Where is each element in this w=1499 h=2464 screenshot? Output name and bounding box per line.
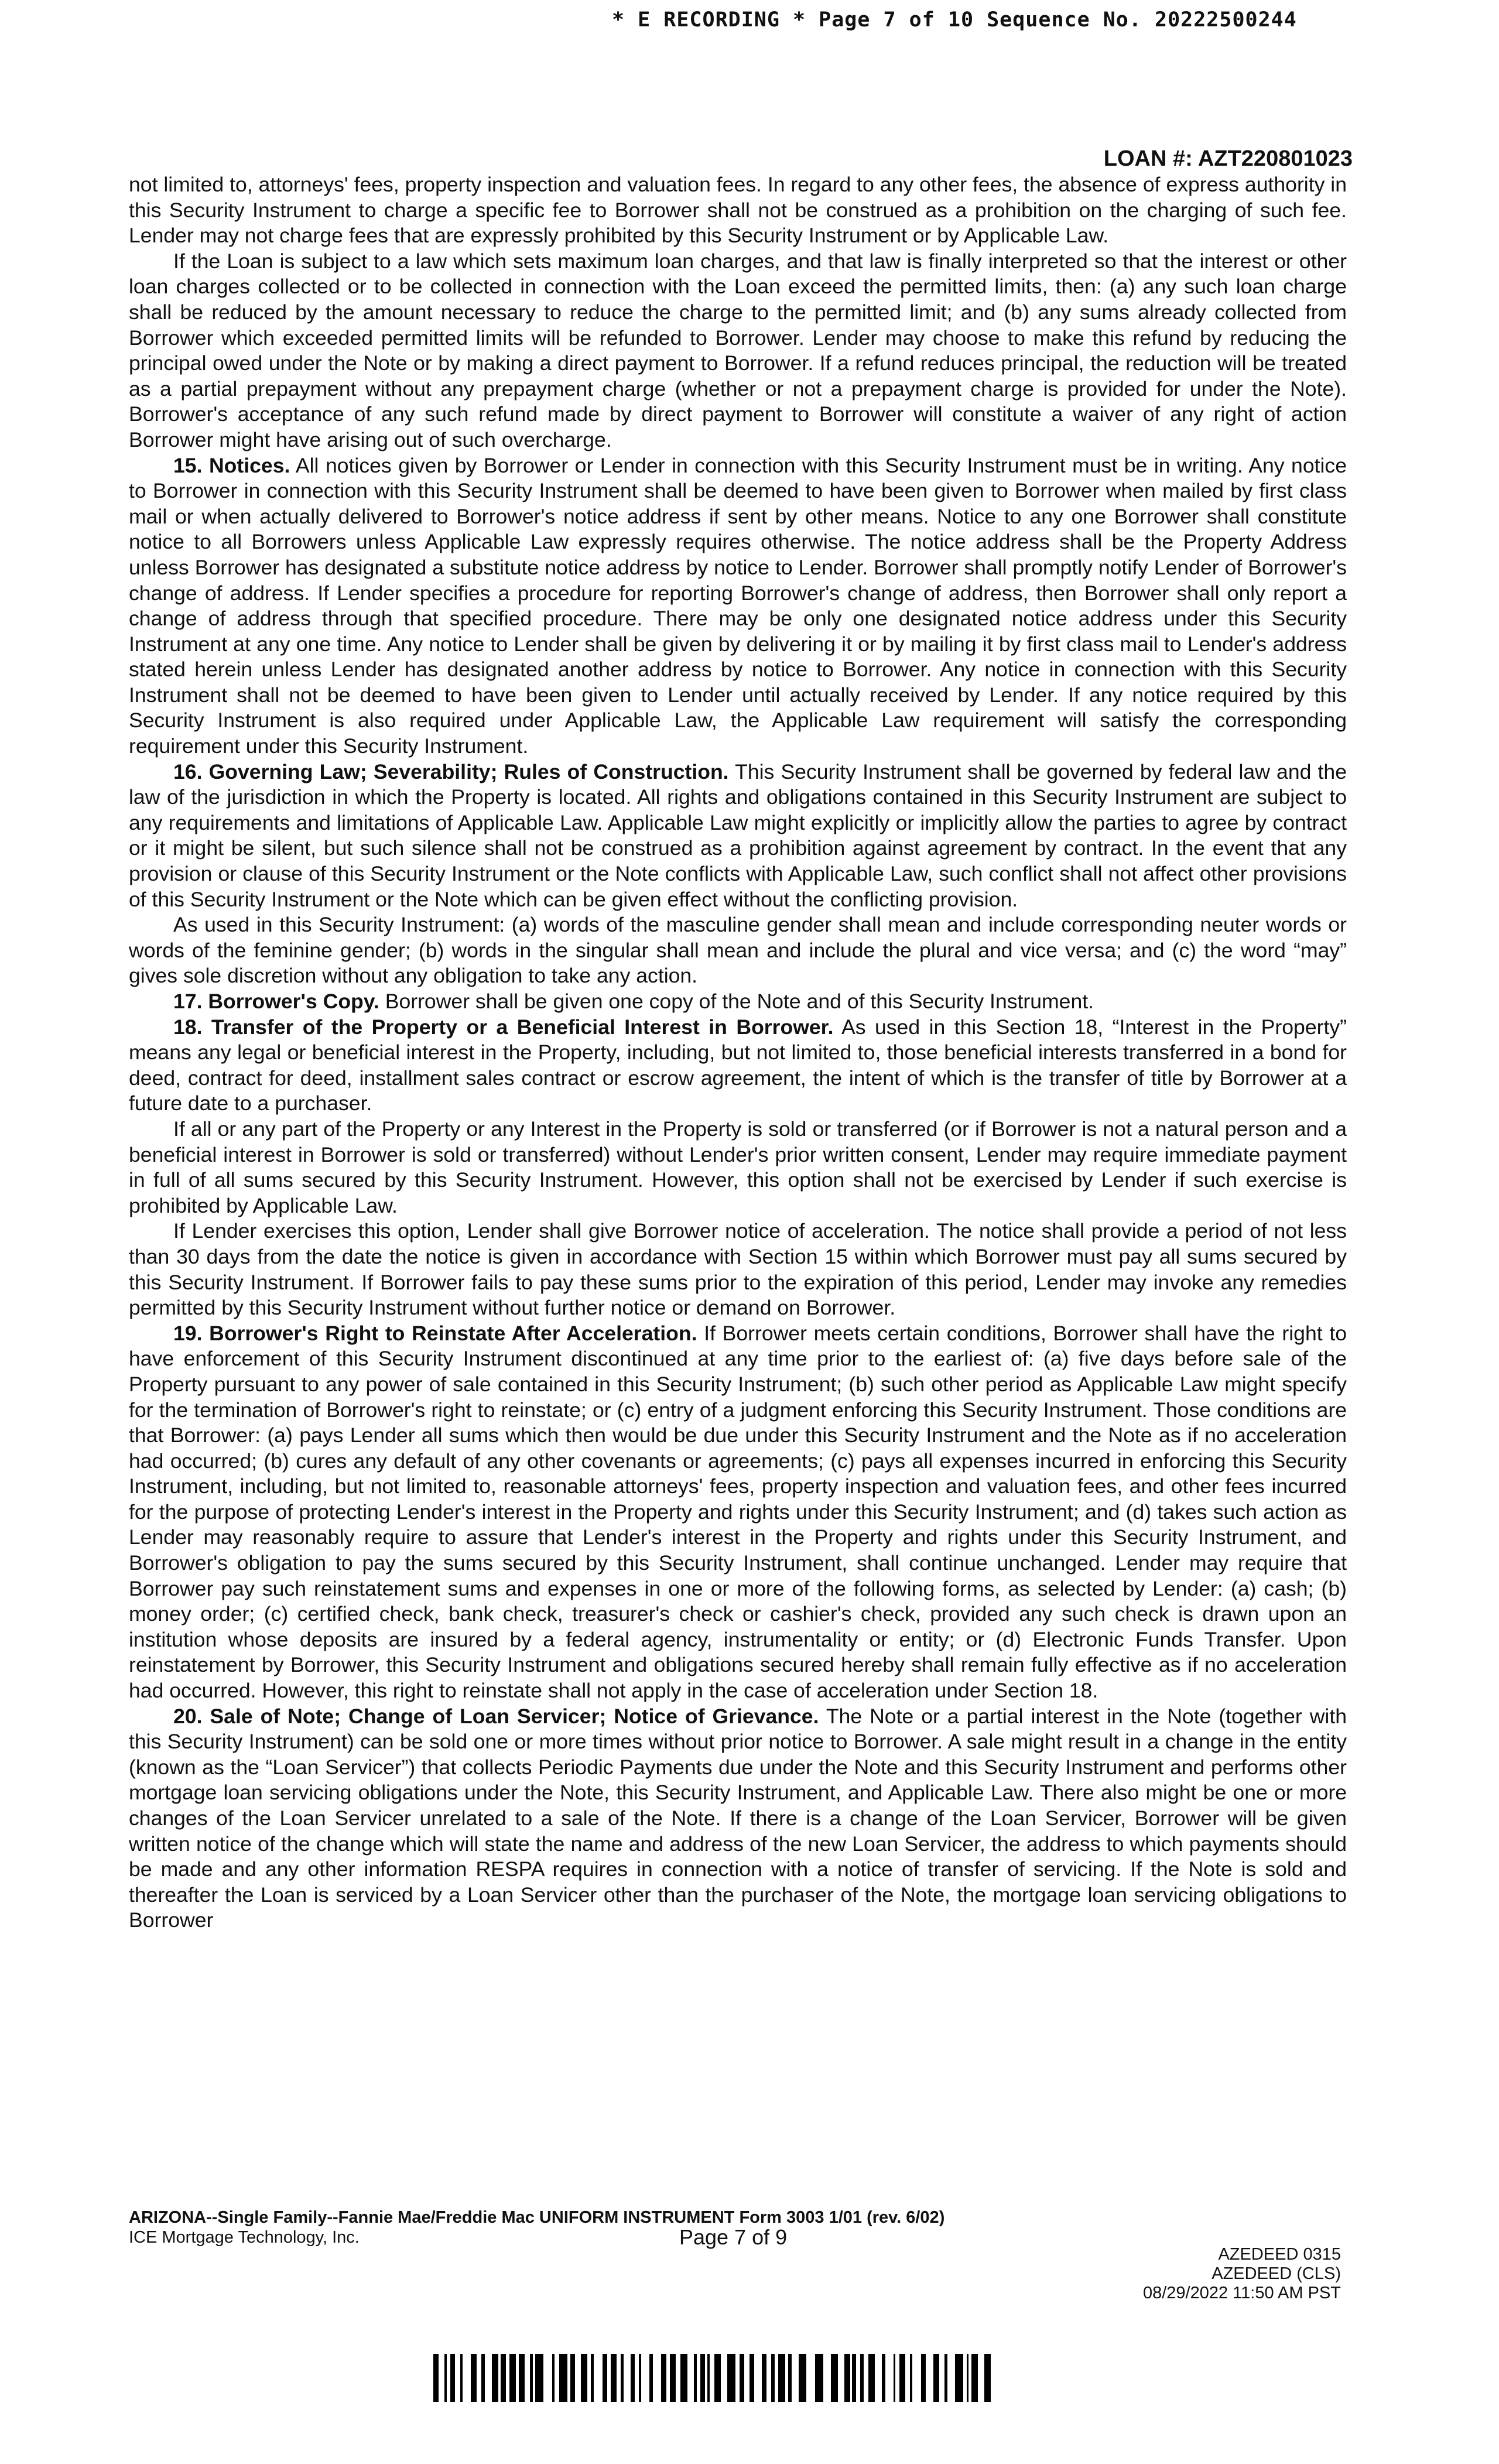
barcode-space	[687, 2354, 694, 2402]
barcode-space	[885, 2354, 894, 2402]
barcode-space	[856, 2354, 860, 2402]
barcode-bar	[611, 2354, 617, 2402]
barcode-space	[653, 2354, 661, 2402]
barcode-bar	[670, 2354, 676, 2402]
barcode-bar	[778, 2354, 785, 2402]
barcode-space	[806, 2354, 815, 2402]
barcode-bar	[471, 2354, 477, 2402]
barcode-space	[463, 2354, 471, 2402]
section-heading: 16. Governing Law; Severability; Rules of Construction.	[173, 759, 729, 783]
barcode-bar	[921, 2354, 926, 2402]
paragraph-text: If Borrower meets certain conditions, Borrower shall have the right to have enforcement of this Security Instrument discontinued at any time prior to the earliest of: (a) five days before sale of the Property pursuant to any power of sale contained in this Security Instrument; (b) such other period as Applicable Law might specify for the termination of Borrower's right to reinstate; or (c) entry of a judgment enforcing this Security Instrument. Those conditions are that Borrower: (a) pays Lender all sums which then would be due under this Security Instrument and the Note as if no acceleration had occurred; (b) cures any default of any other covenants or agreements; (c) pays all expenses incurred in enforcing this Security Instrument, including, but not limited to, reasonable attorneys' fees, property inspection and valuation fees, and other fees incurred for the purpose of protecting Lender's interest in the Property and rights under this Security Instrument; and (d) takes such action as Lender may reasonably require to assure that Lender's interest in the Property and rights under this Security Instrument, and Borrower's obligation to pay the sums secured by this Security Instrument, shall continue unchanged. Lender may require that Borrower pay such reinstatement sums and expenses in one or more of the following forms, as selected by Lender: (a) cash; (b) money order; (c) certified check, bank check, treasurer's check or cashier's check, provided any such check is drawn upon an institution whose deposits are insured by a federal agency, instrumentality or entity; or (d) Electronic Funds Transfer. Upon reinstatement by Borrower, this Security Instrument and obligations secured hereby shall remain fully effective as if no acceleration had occurred. However, this right to reinstate shall not apply in the case of acceleration under Section 18.	[129, 1321, 1347, 1703]
paragraph-text: As used in this Security Instrument: (a) words of the masculine gender shall mean and include corresponding neuter words or words of the feminine gender; (b) words in the singular shall mean and include the plural and vice versa; and (c) the word “may” gives sole discretion without any obligation to take any action.	[129, 913, 1347, 988]
barcode-space	[766, 2354, 771, 2402]
section-heading: 15. Notices.	[173, 453, 290, 477]
barcode-bar	[661, 2354, 666, 2402]
barcode-bar	[680, 2354, 687, 2402]
barcode-space	[555, 2354, 559, 2402]
barcode-bar	[714, 2354, 721, 2402]
paragraph-text: not limited to, attorneys' fees, property inspection and valuation fees. In regard to any other fees, the absence of express authority in this Security Instrument to charge a specific fee to Borrower shall not be construed as a prohibition on the charging of such fee. Lender may not charge fees that are expressly prohibited by this Security Instrument or by Applicable Law.	[129, 173, 1347, 248]
barcode-space	[754, 2354, 762, 2402]
paragraph	[129, 1219, 1347, 1320]
paragraph	[129, 249, 1347, 453]
section-16	[129, 759, 1347, 913]
barcode-bar	[700, 2354, 705, 2402]
section-heading: 17. Borrower's Copy.	[173, 990, 379, 1013]
barcode-bar	[831, 2354, 838, 2402]
barcode-space	[926, 2354, 933, 2402]
barcode-space	[710, 2354, 714, 2402]
barcode-space	[823, 2354, 831, 2402]
barcode-bar	[971, 2354, 978, 2402]
barcode-space	[477, 2354, 481, 2402]
paragraph	[129, 172, 1347, 249]
barcode-space	[594, 2354, 603, 2402]
barcode-bar	[519, 2354, 525, 2402]
paragraph	[129, 912, 1347, 989]
barcode-bar	[727, 2354, 735, 2402]
paragraph-text: If Lender exercises this option, Lender shall give Borrower notice of acceleration. The notice shall provide a period of not less than 30 days from the date the notice is given in accordance with Section 15 within which Borrower must pay all sums secured by this Security Instrument. If Borrower fails to pay these sums prior to the expiration of this period, Lender may invoke any remedies permitted by this Security Instrument without further notice or demand on Borrower.	[129, 1219, 1347, 1320]
paragraph-text: As used in this Section 18, “Interest in the Property” means any legal or beneficial interest in the Property, including, but not limited to, those beneficial interests transferred in a bond for deed, contract for deed, installment sales contract or escrow agreement, the intent of which is the transfer of title by Borrower at a future date to a purchaser.	[129, 1015, 1347, 1115]
barcode-space	[838, 2354, 844, 2402]
barcode-bar	[509, 2354, 516, 2402]
barcode-space	[744, 2354, 750, 2402]
paragraph	[129, 1117, 1347, 1219]
barcode-space	[991, 2354, 995, 2402]
barcode-bar	[535, 2354, 543, 2402]
barcode-bar	[631, 2354, 635, 2402]
barcode-bar	[450, 2354, 455, 2402]
recording-header: * E RECORDING * Page 7 of 10 Sequence No. 20222500244	[612, 8, 1297, 32]
paragraph-text: This Security Instrument shall be governed by federal law and the law of the jurisdiction in which the Property is located. All rights and obligations contained in this Security Instrument are subject to any requirements and limitations of Applicable Law. Applicable Law might explicitly or implicitly allow the parties to agree by contract or it might be silent, but such silence shall not be construed as a prohibition against agreement by contract. In the event that any provision or clause of this Security Instrument or the Note conflicts with Applicable Law, such conflict shall not affect other provisions of this Security Instrument or the Note which can be given effect without the conflicting provision.	[129, 759, 1347, 911]
barcode-space	[676, 2354, 680, 2402]
barcode-space	[978, 2354, 984, 2402]
barcode-bar	[492, 2354, 498, 2402]
barcode-bar	[852, 2354, 856, 2402]
barcode	[433, 2354, 995, 2402]
section-15	[129, 453, 1347, 759]
barcode-bar	[433, 2354, 439, 2402]
paragraph-text: If all or any part of the Property or any Interest in the Property is sold or transferred (or if Borrower is not a natural person and a beneficial interest in Borrower is sold or transferred) without Lender's prior written consent, Lender may require immediate payment in full of all sums secured by this Security Instrument. However, this option shall not be exercised by Lender if such exercise is prohibited by Applicable Law.	[129, 1117, 1347, 1217]
footer-form-info	[129, 2208, 944, 2247]
barcode-bar	[559, 2354, 567, 2402]
barcode-space	[455, 2354, 460, 2402]
barcode-bar	[868, 2354, 875, 2402]
section-heading: 18. Transfer of the Property or a Beneficial Interest in Borrower.	[173, 1015, 834, 1039]
section-heading: 20. Sale of Note; Change of Loan Servicer; Notice of Grievance.	[173, 1704, 819, 1728]
barcode-space	[939, 2354, 944, 2402]
barcode-space	[792, 2354, 799, 2402]
section-19	[129, 1321, 1347, 1704]
barcode-bar	[750, 2354, 754, 2402]
barcode-space	[485, 2354, 492, 2402]
barcode-bar	[581, 2354, 587, 2402]
document-body	[129, 172, 1347, 1933]
form-code: AZEDEED 0315	[1218, 2245, 1341, 2264]
barcode-bar	[740, 2354, 744, 2402]
barcode-bar	[844, 2354, 850, 2402]
barcode-space	[439, 2354, 444, 2402]
barcode-bar	[899, 2354, 905, 2402]
barcode-bar	[933, 2354, 939, 2402]
section-heading: 19. Borrower's Right to Reinstate After Acceleration.	[173, 1321, 697, 1345]
barcode-space	[895, 2354, 899, 2402]
footer-codes	[1143, 2245, 1341, 2303]
paragraph-text: If the Loan is subject to a law which sets maximum loan charges, and that law is finally interpreted so that the interest or other loan charges collected or to be collected in connection with the Loan exceed the permitted limits, then: (a) any such loan charge shall be reduced by the amount necessary to reduce the charge to the permitted limit; and (b) any sums already collected from Borrower which exceeded permitted limits will be refunded to Borrower. Lender may choose to make this refund by reducing the principal owed under the Note or by making a direct payment to Borrower. If a refund reduces principal, the reduction will be treated as a partial prepayment without any prepayment charge (whether or not a prepayment charge is provided for under the Note). Borrower's acceptance of any such refund made by direct payment to Borrower will constitute a waiver of any right of action Borrower might have arising out of such overcharge.	[129, 249, 1347, 451]
barcode-space	[641, 2354, 649, 2402]
company-name: ICE Mortgage Technology, Inc.	[129, 2228, 360, 2247]
section-17	[129, 989, 1347, 1015]
barcode-bar	[955, 2354, 963, 2402]
barcode-bar	[501, 2354, 506, 2402]
barcode-space	[575, 2354, 581, 2402]
barcode-bar	[762, 2354, 766, 2402]
barcode-bar	[570, 2354, 575, 2402]
barcode-space	[864, 2354, 868, 2402]
print-timestamp: 08/29/2022 11:50 AM PST	[1142, 2284, 1341, 2302]
barcode-space	[875, 2354, 882, 2402]
barcode-space	[721, 2354, 727, 2402]
barcode-bar	[815, 2354, 823, 2402]
paragraph-text: Borrower shall be given one copy of the Note and of this Security Instrument.	[385, 990, 1094, 1013]
barcode-space	[617, 2354, 621, 2402]
barcode-space	[525, 2354, 530, 2402]
section-18	[129, 1015, 1347, 1117]
loan-number: LOAN #: AZT220801023	[1103, 146, 1353, 171]
barcode-bar	[799, 2354, 806, 2402]
barcode-bar	[603, 2354, 607, 2402]
form-line: ARIZONA--Single Family--Fannie Mae/Freddie Mac UNIFORM INSTRUMENT Form 3003 1/01 (rev. 6/02)	[129, 2208, 945, 2227]
barcode-space	[543, 2354, 552, 2402]
barcode-space	[635, 2354, 639, 2402]
barcode-space	[735, 2354, 740, 2402]
section-20	[129, 1704, 1347, 1933]
page-number: Page 7 of 9	[679, 2225, 788, 2249]
paragraph-text: All notices given by Borrower or Lender in connection with this Security Instrument must be in writing. Any notice to Borrower in connection with this Security Instrument shall be deemed to have been given to Borrower when mailed by first class mail or when actually delivered to Borrower's notice address if sent by other means. Notice to any one Borrower shall constitute notice to all Borrowers unless Applicable Law expressly requires otherwise. The notice address shall be the Property Address unless Borrower has designated a substitute notice address by notice to Lender. Borrower shall promptly notify Lender of Borrower's change of address. If Lender specifies a procedure for reporting Borrower's change of address, then Borrower shall only report a change of address through that specified procedure. There may be only one designated notice address under this Security Instrument at any one time. Any notice to Lender shall be given by delivering it or by mailing it by first class mail to Lender's address stated herein unless Lender has designated another address by notice to Borrower. Any notice in connection with this Security Instrument shall not be deemed to have been given to Lender until actually received by Lender. If any notice required by this Security Instrument is also required under Applicable Law, the Applicable Law requirement will satisfy the corresponding requirement under this Security Instrument.	[129, 453, 1347, 758]
barcode-bar	[984, 2354, 991, 2402]
barcode-space	[912, 2354, 921, 2402]
barcode-space	[905, 2354, 910, 2402]
barcode-space	[947, 2354, 955, 2402]
form-code-cls: AZEDEED (CLS)	[1211, 2264, 1341, 2283]
barcode-space	[624, 2354, 631, 2402]
paragraph-text: The Note or a partial interest in the Note (together with this Security Instrument) can be sold one or more times without prior notice to Borrower. A sale might result in a change in the entity (known as the “Loan Servicer”) that collects Periodic Payments due under the Note and this Security Instrument and performs other mortgage loan servicing obligations under the Note, this Security Instrument, and Applicable Law. There also might be one or more changes of the Loan Servicer unrelated to a sale of the Note. If there is a change of the Loan Servicer, Borrower will be given written notice of the change which will state the name and address of the new Loan Servicer, the address to which payments should be made and any other information RESPA requires in connection with a notice of transfer of servicing. If the Note is sold and thereafter the Loan is serviced by a Loan Servicer other than the purchaser of the Note, the mortgage loan servicing obligations to Borrower	[129, 1704, 1347, 1932]
